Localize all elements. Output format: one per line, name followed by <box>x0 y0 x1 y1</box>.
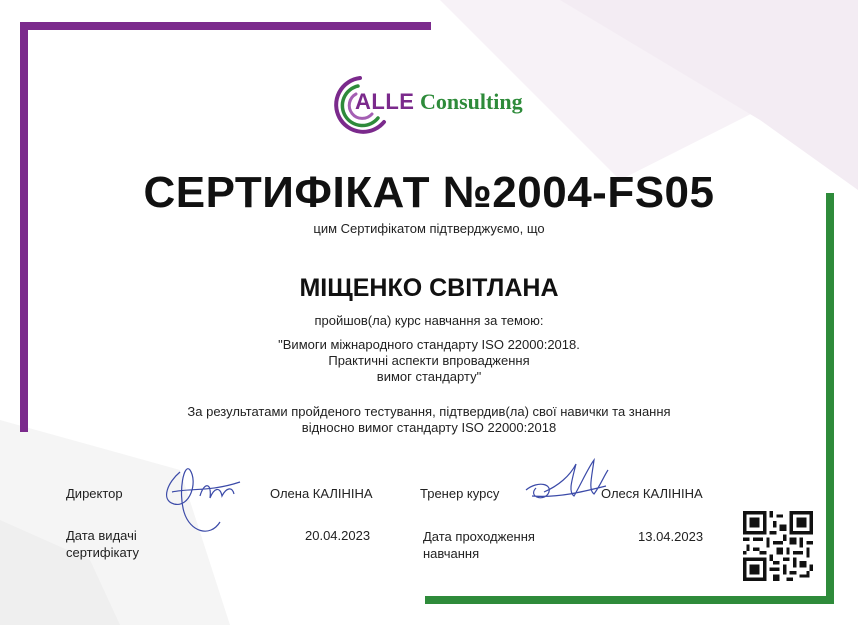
logo-suffix: Consulting <box>419 89 523 114</box>
logo-wordmark <box>355 89 523 115</box>
training-date-label-1: Дата проходження <box>423 529 535 544</box>
director-label: Директор <box>66 486 123 501</box>
issue-date-value: 20.04.2023 <box>305 528 371 543</box>
director-name: Олена КАЛІНІНА <box>270 486 373 501</box>
confirm-line: цим Сертифікатом підтверджуємо, що <box>313 221 545 236</box>
trainer-name: Олеся КАЛІНІНА <box>601 486 703 501</box>
training-date-label-2: навчання <box>423 546 480 561</box>
director-signature <box>150 452 250 542</box>
training-date-value: 13.04.2023 <box>638 529 704 544</box>
certificate-title: СЕРТИФІКАТ №2004-FS05 <box>143 168 715 217</box>
trainer-signature <box>518 456 614 510</box>
recipient-name: МІЩЕНКО СВІТЛАНА <box>299 274 559 302</box>
issue-date-label-1: Дата видачі <box>66 528 137 543</box>
frame-purple-top <box>20 22 431 30</box>
frame-green-right <box>826 193 834 604</box>
logo-brand: ALLE <box>355 89 415 114</box>
qr-code-icon <box>743 511 813 581</box>
course-line-1: "Вимоги міжнародного стандарту ISO 22000:2018. <box>278 337 580 352</box>
result-line-2: відносно вимог стандарту ISO 22000:2018 <box>301 420 557 435</box>
issue-date-label-2: сертифікату <box>66 545 139 560</box>
frame-green-bottom <box>425 596 834 604</box>
completed-line: пройшов(ла) курс навчання за темою: <box>314 313 544 328</box>
course-line-3: вимог стандарту" <box>376 369 482 384</box>
result-line-1: За результатами пройденого тестування, підтвердив(ла) свої навички та знання <box>187 404 671 419</box>
course-line-2: Практичні аспекти впровадження <box>328 353 530 368</box>
trainer-label: Тренер курсу <box>420 486 500 501</box>
